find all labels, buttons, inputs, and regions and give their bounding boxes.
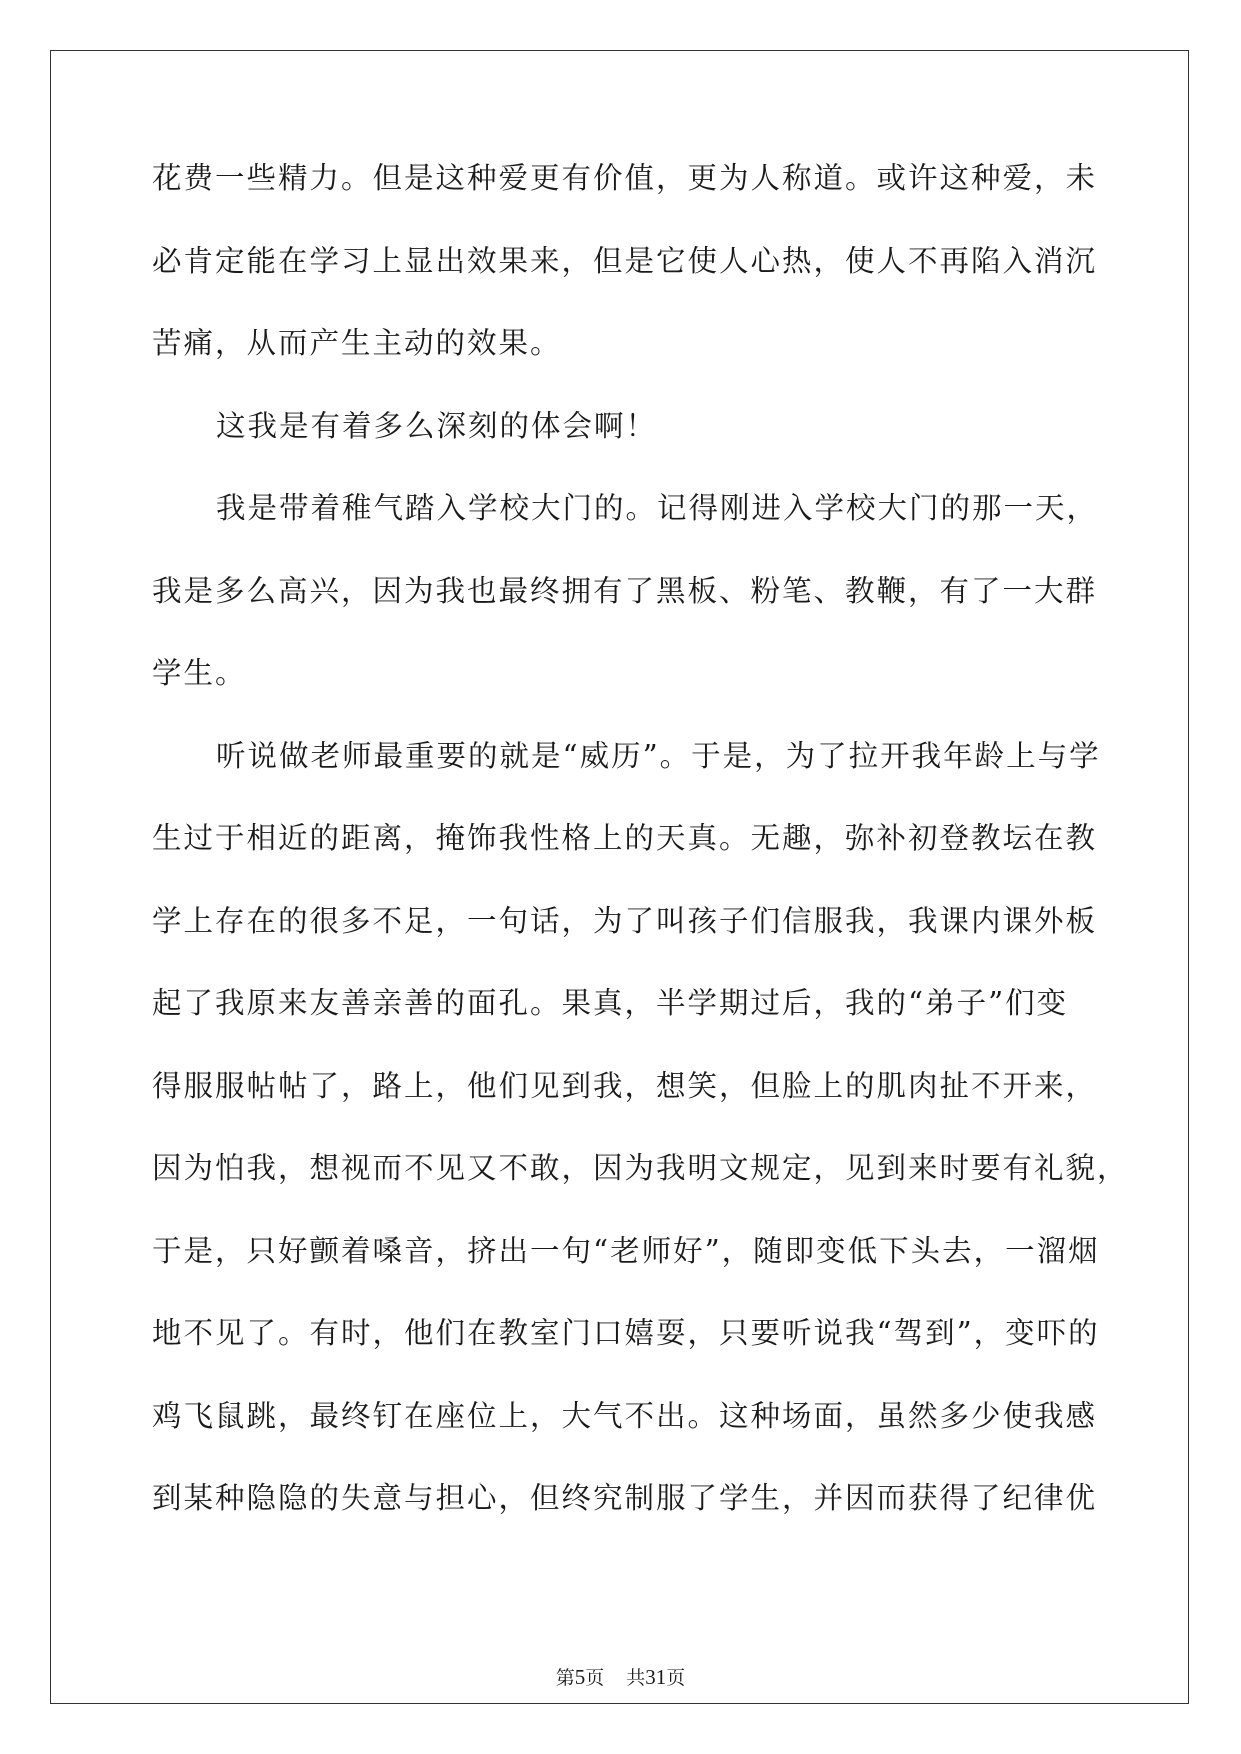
text-line: 必肯定能在学习上显出效果来，但是它使人心热，使人不再陷入消沉 <box>152 243 1098 278</box>
page-suffix: 页 <box>585 1667 605 1689</box>
text-line: 这我是有着多么深刻的体会啊！ <box>216 408 658 443</box>
text-line: 因为怕我，想视而不见又不敢，因为我明文规定，见到来时要有礼貌， <box>152 1151 1129 1185</box>
page-footer <box>0 1663 1241 1690</box>
text-line: 生过于相近的距离，掩饰我性格上的天真。无趣，弥补初登教坛在教 <box>152 821 1098 855</box>
text-line: 于是，只好颤着嗓音，挤出一句“老师好”，随即变低下头去，一溜烟 <box>152 1233 1100 1268</box>
page-prefix: 第 <box>555 1667 575 1689</box>
text-line: 得服服帖帖了，路上，他们见到我，想笑，但脸上的肌肉扯不开来， <box>152 1068 1098 1103</box>
text-line: 我是多么高兴，因为我也最终拥有了黑板、粉笔、教鞭，有了一大群 <box>152 573 1098 608</box>
text-line: 学生。 <box>152 656 247 690</box>
text-line: 到某种隐隐的失意与担心，但终究制服了学生，并因而获得了纪律优 <box>152 1481 1098 1515</box>
text-line: 苦痛，从而产生主动的效果。 <box>152 326 562 360</box>
text-line: 鸡飞鼠跳，最终钉在座位上，大气不出。这种场面，虽然多少使我感 <box>152 1398 1098 1433</box>
text-line: 我是带着稚气踏入学校大门的。记得刚进入学校大门的那一天， <box>216 491 1099 525</box>
total-suffix: 页 <box>666 1667 686 1689</box>
text-line: 听说做老师最重要的就是“威历”。于是，为了拉开我年龄上与学 <box>216 738 1101 773</box>
document-body <box>152 163 1127 1566</box>
total-pages: 31 <box>645 1665 667 1689</box>
total-prefix: 共 <box>626 1667 646 1689</box>
page-number: 5 <box>574 1665 586 1689</box>
text-line: 学上存在的很多不足，一句话，为了叫孩子们信服我，我课内课外板 <box>152 903 1098 938</box>
text-line: 地不见了。有时，他们在教室门口嬉耍，只要听说我“驾到”，变吓的 <box>152 1316 1100 1350</box>
text-line: 花费一些精力。但是这种爱更有价值，更为人称道。或许这种爱，未 <box>152 161 1098 195</box>
text-line: 起了我原来友善亲善的面孔。果真，半学期过后，我的“弟子”们变 <box>152 986 1069 1020</box>
